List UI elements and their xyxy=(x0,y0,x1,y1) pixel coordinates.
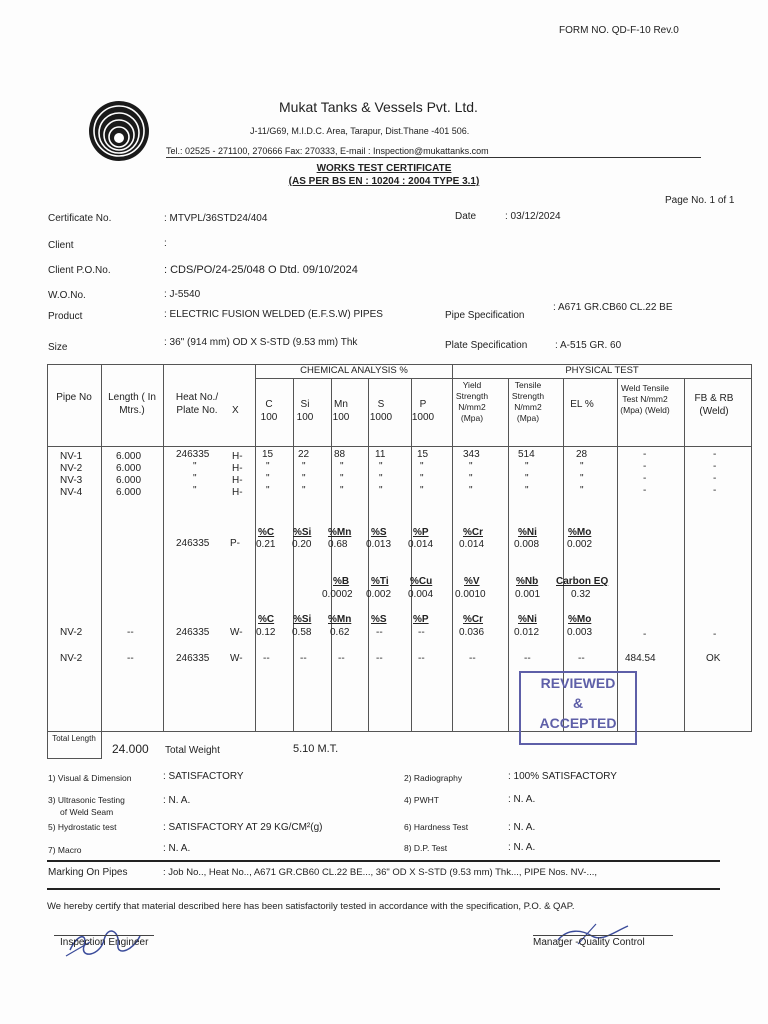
certification-statement: We hereby certify that material described here has been satisfactorily tested in accordance with the specification, P.O. & QAP. xyxy=(47,901,575,912)
page-number: Page No. 1 of 1 xyxy=(665,195,735,206)
col-heat-no: Heat No./ Plate No. xyxy=(175,392,219,416)
marking-divider-top xyxy=(47,860,720,862)
col-weld-tensile: Weld Tensile Test N/mm2 (Mpa) (Weld) xyxy=(620,383,670,415)
product-label: Product xyxy=(48,311,83,322)
company-contact: Tel.: 02525 - 271100, 270666 Fax: 270333, E-mail : Inspection@mukattanks.com xyxy=(166,146,489,156)
form-number: FORM NO. QD-F-10 Rev.0 xyxy=(559,25,679,36)
client-value: : xyxy=(164,238,167,249)
pipe-spec-label: Pipe Specification xyxy=(445,310,525,321)
col-mn: Mn 100 xyxy=(332,399,350,423)
physical-test-header: PHYSICAL TEST xyxy=(453,365,752,379)
po-label: Client P.O.No. xyxy=(48,265,111,276)
date-value: : 03/12/2024 xyxy=(505,211,561,222)
col-c: C 100 xyxy=(260,399,278,423)
cert-no-value: : MTVPL/36STD24/404 xyxy=(164,213,268,224)
col-p: P 1000 xyxy=(411,399,435,423)
cert-no-label: Certificate No. xyxy=(48,213,112,224)
total-weight-label: Total Weight xyxy=(165,745,220,756)
marking-divider-bottom xyxy=(47,888,720,890)
col-elongation: EL % xyxy=(570,399,594,410)
total-length-value: 24.000 xyxy=(112,742,149,756)
pipe-no-header xyxy=(48,365,102,447)
col-tensile-strength: Tensile Strength N/mm2 (Mpa) xyxy=(511,380,545,423)
marking-value: : Job No.., Heat No.., A671 GR.CB60 CL.22 BE..., 36" OD X S-STD (9.53 mm) Thk..., PIPE Nos. NV-..., xyxy=(163,867,598,878)
size-value: : 36" (914 mm) OD X S-STD (9.53 mm) Thk xyxy=(164,337,358,348)
company-logo-icon xyxy=(88,100,150,162)
client-label: Client xyxy=(48,240,74,251)
marking-label: Marking On Pipes xyxy=(48,867,128,878)
col-fb-rb: FB & RB (Weld) xyxy=(694,393,734,417)
col-x: X xyxy=(232,405,239,416)
chemical-analysis-header: CHEMICAL ANALYSIS % xyxy=(256,365,453,379)
plate-spec-value: : A-515 GR. 60 xyxy=(555,340,622,351)
test-results-table xyxy=(47,364,752,759)
pipe-spec-value: : A671 GR.CB60 CL.22 BE xyxy=(553,302,673,313)
total-weight-value: 5.10 M.T. xyxy=(293,743,339,755)
size-label: Size xyxy=(48,342,68,353)
reviewed-accepted-stamp: REVIEWED & ACCEPTED xyxy=(519,671,637,745)
inspector-signature-line xyxy=(54,935,154,936)
plate-spec-label: Plate Specification xyxy=(445,340,528,351)
date-label: Date xyxy=(455,211,477,222)
header-divider xyxy=(166,157,701,158)
col-s: S 1000 xyxy=(369,399,393,423)
inspection-engineer-label: Inspection Engineer xyxy=(60,937,149,948)
certificate-title: WORKS TEST CERTIFICATE xyxy=(316,163,452,174)
col-si: Si 100 xyxy=(296,399,314,423)
quality-manager-label: Manager -Quality Control xyxy=(533,937,645,948)
col-pipe-no: Pipe No xyxy=(56,392,92,403)
po-value: : CDS/PO/24-25/048 O Dtd. 09/10/2024 xyxy=(164,264,358,276)
product-value: : ELECTRIC FUSION WELDED (E.F.S.W) PIPES xyxy=(164,309,383,320)
company-address: J-11/G69, M.I.D.C. Area, Tarapur, Dist.Thane -401 506. xyxy=(250,126,470,136)
manager-signature-line xyxy=(533,935,673,936)
company-name: Mukat Tanks & Vessels Pvt. Ltd. xyxy=(279,99,478,115)
col-length: Length ( In Mtrs.) xyxy=(108,392,156,416)
certificate-standard: (AS PER BS EN : 10204 : 2004 TYPE 3.1) xyxy=(288,176,480,187)
wo-value: : J-5540 xyxy=(164,289,201,300)
total-length-label: Total Length xyxy=(52,734,96,743)
wo-label: W.O.No. xyxy=(48,290,86,301)
col-yield-strength: Yield Strength N/mm2 (Mpa) xyxy=(455,380,489,423)
